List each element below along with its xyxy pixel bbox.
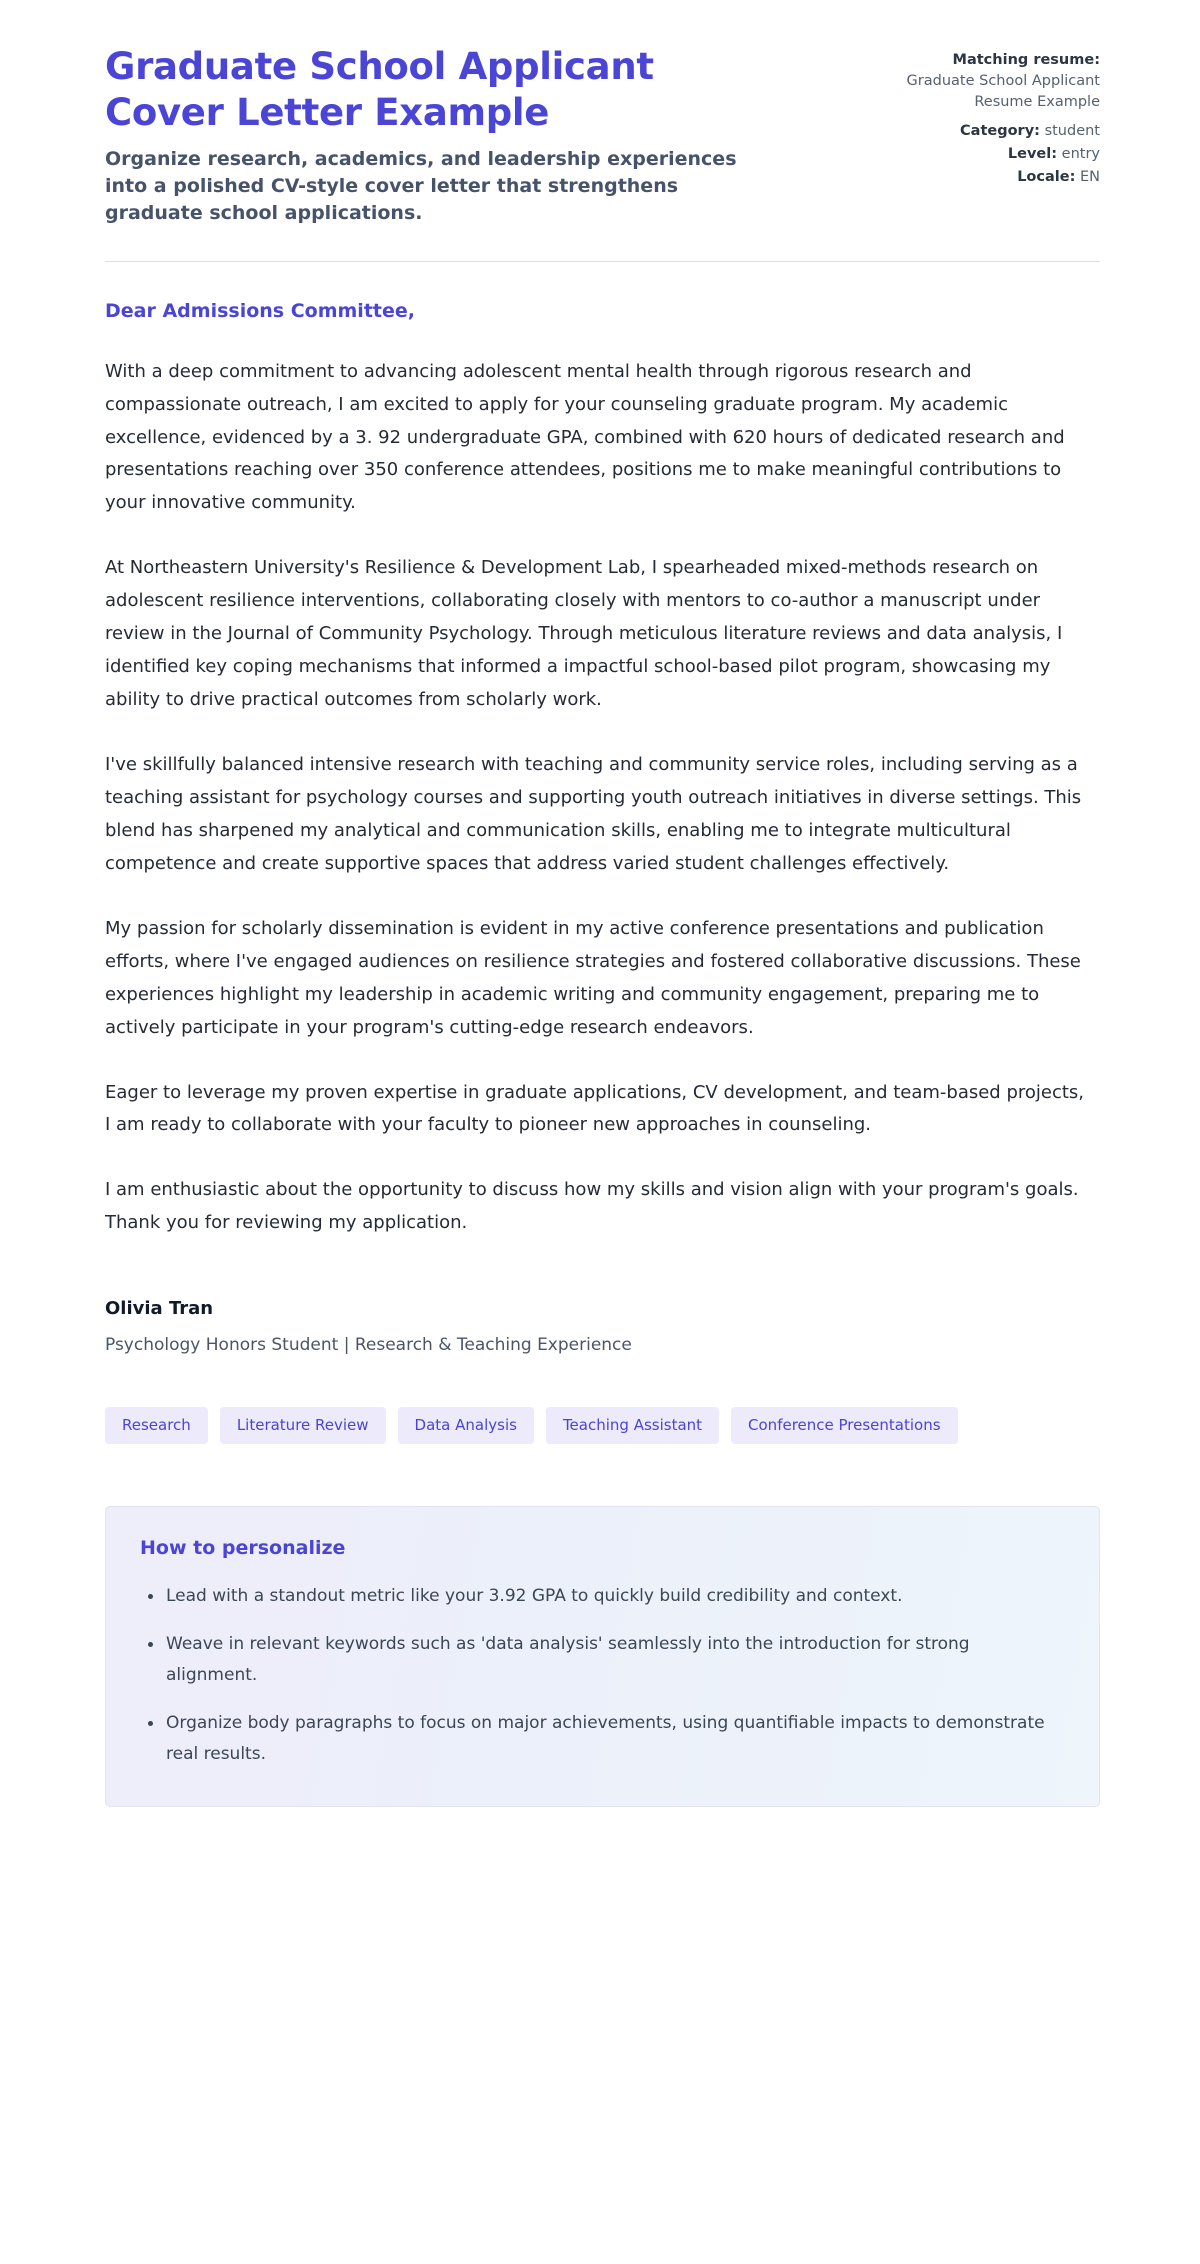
document-metadata xyxy=(900,44,1100,190)
page-subtitle: Organize research, academics, and leadership experiences into a polished CV-style cover letter that strengthens graduate school applications. xyxy=(105,147,737,224)
signature-name: Olivia Tran xyxy=(105,1298,214,1320)
meta-category-value: student xyxy=(1044,123,1100,140)
skill-tag[interactable]: Literature Review xyxy=(220,1407,386,1444)
skill-tag[interactable]: Data Analysis xyxy=(398,1407,534,1444)
meta-level xyxy=(900,144,1100,165)
letter-paragraph: Eager to leverage my proven expertise in graduate applications, CV development, and team-based projects, I am ready to collaborate with your faculty to pioneer new approaches in counseling. xyxy=(105,1081,1085,1136)
callout-title: How to personalize xyxy=(140,1537,346,1560)
signature-block xyxy=(105,1298,1100,1355)
letter-paragraph: I've skillfully balanced intensive research with teaching and community service roles, including serving as a teaching assistant for psychology courses and supporting youth outreach initiatives in diverse settings. This blend has sharpened my analytical and communication skills, enabling me to integrate multicultural competence and create supportive spaces that address varied student challenges effectively. xyxy=(105,754,1082,874)
document-header xyxy=(105,44,1100,227)
meta-level-value: entry xyxy=(1061,146,1100,163)
cover-letter-body xyxy=(105,262,1100,1241)
skill-tag-list xyxy=(105,1407,1100,1444)
skill-tag[interactable]: Teaching Assistant xyxy=(546,1407,719,1444)
meta-locale-value: EN xyxy=(1079,169,1100,186)
meta-matching-resume xyxy=(900,50,1100,113)
meta-matching-resume-label: Matching resume: xyxy=(952,52,1100,68)
letter-salutation: Dear Admissions Committee, xyxy=(105,299,415,322)
meta-category-label: Category: xyxy=(960,123,1040,140)
page-title: Graduate School Applicant Cover Letter Example xyxy=(105,45,654,134)
callout-tip-item: Weave in relevant keywords such as 'data analysis' seamlessly into the introduction for strong alignment. xyxy=(162,1629,1065,1692)
letter-paragraph: At Northeastern University's Resilience & Development Lab, I spearheaded mixed-methods research on adolescent resilience interventions, collaborating closely with mentors to co-author a manuscript under review in the Journal of Community Psychology. Through meticulous literature reviews and data analysis, I identified key coping mechanisms that informed a impactful school-based pilot program, showcasing my ability to drive practical outcomes from scholarly work. xyxy=(105,557,1063,711)
header-text-block xyxy=(105,44,805,227)
callout-tip-list xyxy=(140,1581,1065,1770)
letter-paragraph: With a deep commitment to advancing adolescent mental health through rigorous research and compassionate outreach, I am excited to apply for your counseling graduate program. My academic excellence, evidenced by a 3. 92 undergraduate GPA, combined with 620 hours of dedicated research and presentations reaching over 350 conference attendees, positions me to make meaningful contributions to your innovative community. xyxy=(105,360,1065,514)
letter-paragraph: I am enthusiastic about the opportunity to discuss how my skills and vision align with your program's goals. Thank you for reviewing my application. xyxy=(105,1179,1079,1234)
signature-role: Psychology Honors Student | Research & Teaching Experience xyxy=(105,1335,632,1356)
skill-tag[interactable]: Conference Presentations xyxy=(731,1407,958,1444)
callout-tip-item: Lead with a standout metric like your 3.92 GPA to quickly build credibility and context. xyxy=(162,1581,1065,1612)
meta-matching-resume-value: Graduate School Applicant Resume Example xyxy=(906,73,1100,111)
letter-paragraph: My passion for scholarly dissemination is evident in my active conference presentations and publication efforts, where I've engaged audiences on resilience strategies and fostered collaborative discussions. These experiences highlight my leadership in academic writing and community engagement, preparing me to actively participate in your program's cutting-edge research endeavors. xyxy=(105,917,1081,1038)
meta-category xyxy=(900,121,1100,142)
meta-locale xyxy=(900,167,1100,188)
meta-locale-label: Locale: xyxy=(1017,169,1076,186)
meta-level-label: Level: xyxy=(1007,146,1058,163)
callout-tip-item: Organize body paragraphs to focus on major achievements, using quantifiable impacts to demonstrate real results. xyxy=(162,1708,1065,1771)
how-to-personalize-callout xyxy=(105,1506,1100,1807)
skill-tag[interactable]: Research xyxy=(105,1407,208,1444)
